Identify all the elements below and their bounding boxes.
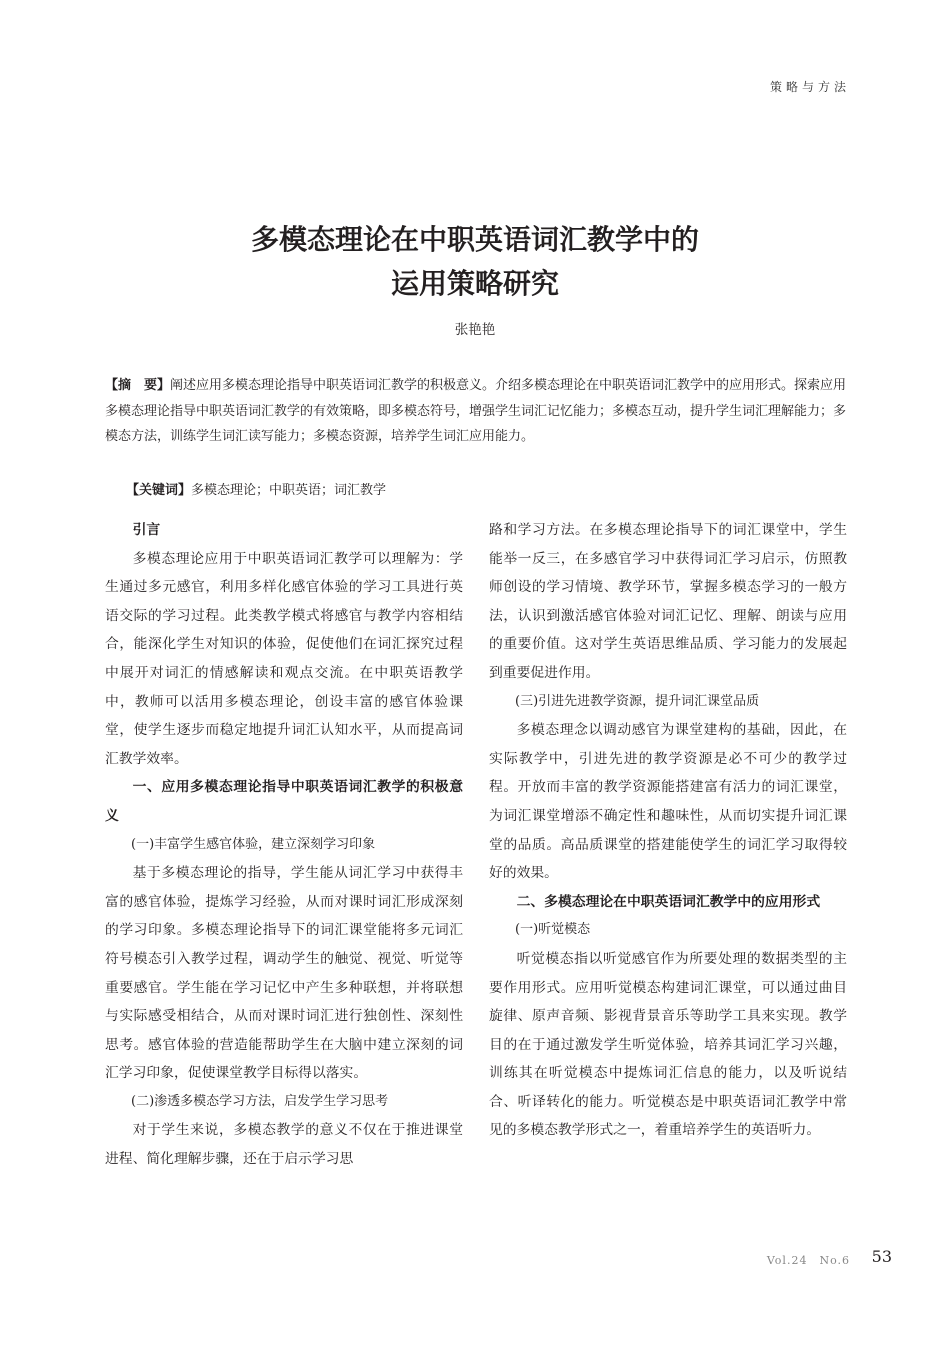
title-line-2: 运用策略研究 <box>390 267 559 300</box>
paragraph: 听觉模态指以听觉感官作为所要处理的数据类型的主要作用形式。应用听觉模态构建词汇课堂，可以通过曲目旋律、原声音频、影视背景音乐等助学工具来实现。教学目的在于通过激发学生听觉体验，培养其词汇学习兴趣，训练其在听觉模态中提炼词汇信息的能力，以及听说结合、听译转化的能力。听觉模态是中职英语词汇教学中常见的多模态教学形式之一，着重培养学生的英语听力。 <box>489 950 847 1139</box>
paragraph: 对于学生来说，多模态教学的意义不仅在于推进课堂进程、简化理解步骤，还在于启示学习思 <box>105 1122 463 1168</box>
section-heading-2: 二、多模态理论在中职英语词汇教学中的应用形式 <box>516 893 821 910</box>
paragraph: 基于多模态理论的指导，学生能从词汇学习中获得丰富的感官体验，提炼学习经验，从而对课时词汇形成深刻的学习印象。多模态理论指导下的词汇课堂能将多元词汇符号模态引入教学过程，调动学生的触觉、视觉、听觉等重要感官。学生能在学习记忆中产生多种联想，并将联想与实际感受相结合，从而对课时词汇进行独创性、深刻性思考。感官体验的营造能帮助学生在大脑中建立深刻的词汇学习印象，促使课堂教学目标得以落实。 <box>105 865 463 1082</box>
subsection-heading: (一)丰富学生感官体验，建立深刻学习印象 <box>131 836 376 852</box>
journal-section-label: 策略与方法 <box>769 80 850 94</box>
subsection-heading: (一)听觉模态 <box>515 922 591 938</box>
paragraph: 多模态理念以调动感官为课堂建构的基础，因此，在实际教学中，引进先进的教学资源是必不可少的教学过程。开放而丰富的教学资源能搭建富有活力的词汇课堂，为词汇课堂增添不确定性和趣味性，从而切实提升词汇课堂的品质。高品质课堂的搭建能使学生的词汇学习取得较好的效果。 <box>489 722 847 882</box>
article-title <box>0 218 950 306</box>
page-number: 53 <box>871 1247 892 1266</box>
subsection-heading: (三)引进先进教学资源，提升词汇课堂品质 <box>515 693 760 709</box>
section-heading-1: 一、应用多模态理论指导中职英语词汇教学的积极意义 <box>105 779 463 824</box>
keywords <box>126 478 846 503</box>
subsection-heading: (二)渗透多模态学习方法，启发学生学习思考 <box>131 1093 389 1109</box>
volume-issue: Vol.24 No.6 <box>766 1254 850 1267</box>
right-column <box>489 516 847 1145</box>
paragraph: 路和学习方法。在多模态理论指导下的词汇课堂中，学生能举一反三，在多感官学习中获得词汇学习启示，仿照教师创设的学习情境、教学环节，掌握多模态学习的一般方法，认识到激活感官体验对词汇记忆、理解、朗读与应用的重要价值。这对学生英语思维品质、学习能力的发展起到重要促进作用。 <box>489 522 847 681</box>
abstract <box>105 373 850 450</box>
abstract-label: 【摘 要】 <box>105 378 171 393</box>
title-line-1: 多模态理论在中职英语词汇教学中的 <box>250 223 699 256</box>
intro-heading: 引言 <box>132 522 161 538</box>
keywords-text: 多模态理论；中职英语；词汇教学 <box>191 483 387 498</box>
keywords-label: 【关键词】 <box>126 483 192 498</box>
abstract-text: 阐述应用多模态理论指导中职英语词汇教学的积极意义。介绍多模态理论在中职英语词汇教学中的应用形式。探索应用多模态理论指导中职英语词汇教学的有效策略，即多模态符号，增强学生词汇记忆能力；多模态互动，提升学生词汇理解能力；多模态方法，训练学生词汇读写能力；多模态资源，培养学生词汇应用能力。 <box>105 378 847 444</box>
left-column <box>105 516 463 1174</box>
paragraph: 多模态理论应用于中职英语词汇教学可以理解为：学生通过多元感官，利用多样化感官体验的学习工具进行英语交际的学习过程。此类教学模式将感官与教学内容相结合，能深化学生对知识的体验，促使他们在词汇探究过程中展开对词汇的情感解读和观点交流。在中职英语教学中，教师可以活用多模态理论，创设丰富的感官体验课堂，使学生逐步而稳定地提升词汇认知水平，从而提高词汇教学效率。 <box>105 550 463 767</box>
author: 张艳艳 <box>454 322 496 338</box>
